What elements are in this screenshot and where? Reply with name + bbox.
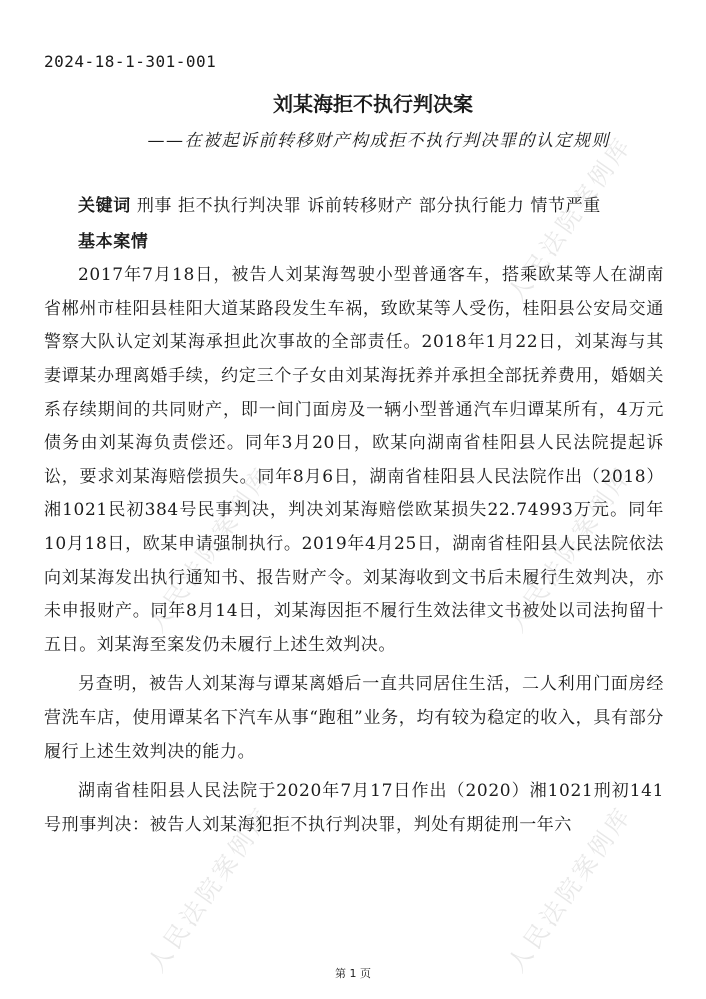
- document-title: 刘某海拒不执行判决案: [273, 92, 473, 116]
- watermark: 人民法院案例库: [502, 460, 638, 638]
- section-heading: 基本案情: [78, 231, 149, 252]
- watermark: 人民法院案例库: [502, 800, 638, 978]
- paragraph: 湖南省桂阳县人民法院于2020年7月17日作出（2020）湘1021刑初141号刑事判决：被告人刘某海犯拒不执行判决罪，判处有期徒刑一年六: [44, 781, 664, 835]
- document-subtitle: ——在被起诉前转移财产构成拒不执行判决罪的认定规则: [147, 131, 610, 151]
- watermark: 人民法院案例库: [142, 460, 278, 638]
- keywords-line: [44, 190, 664, 224]
- watermark: 人民法院案例库: [142, 800, 278, 978]
- case-number: 2024-18-1-301-001: [44, 52, 217, 71]
- paragraph: 另查明，被告人刘某海与谭某离婚后一直共同居住生活，二人利用门面房经营洗车店，使用谭某名下汽车从事“跑租”业务，均有较为稳定的收入，具有部分履行上述生效判决的能力。: [44, 674, 664, 762]
- watermark: 人民法院案例库: [502, 130, 638, 308]
- page-footer: 第 1 页: [335, 967, 371, 980]
- document-body: [44, 190, 664, 842]
- keywords-label: 关键词: [78, 196, 131, 216]
- keywords-text: 刑事 拒不执行判决罪 诉前转移财产 部分执行能力 情节严重: [130, 196, 601, 216]
- paragraph: 2017年7月18日，被告人刘某海驾驶小型普通客车，搭乘欧某等人在湖南省郴州市桂阳县桂阳大道某路段发生车祸，致欧某等人受伤，桂阳县公安局交通警察大队认定刘某海承担此次事故的全部责任。2018年1月22日，刘某海与其妻谭某办理离婚手续，约定三个子女由刘某海抚养并承担全部抚养费用，婚姻关系存续期间的共同财产，即一间门面房及一辆小型普通汽车归谭某所有，4万元债务由刘某海负责偿还。同年3月20日，欧某向湖南省桂阳县人民法院提起诉讼，要求刘某海赔偿损失。同年8月6日，湖南省桂阳县人民法院作出（2018）湘1021民初384号民事判决，判决刘某海赔偿欧某损失22.74993万元。同年10月18日，欧某申请强制执行。2019年4月25日，湖南省桂阳县人民法院依法向刘某海发出执行通知书、报告财产令。刘某海收到文书后未履行生效判决，亦未申报财产。同年8月14日，刘某海因拒不履行生效法律文书被处以司法拘留十五日。刘某海至案发仍未履行上述生效判决。: [44, 265, 664, 655]
